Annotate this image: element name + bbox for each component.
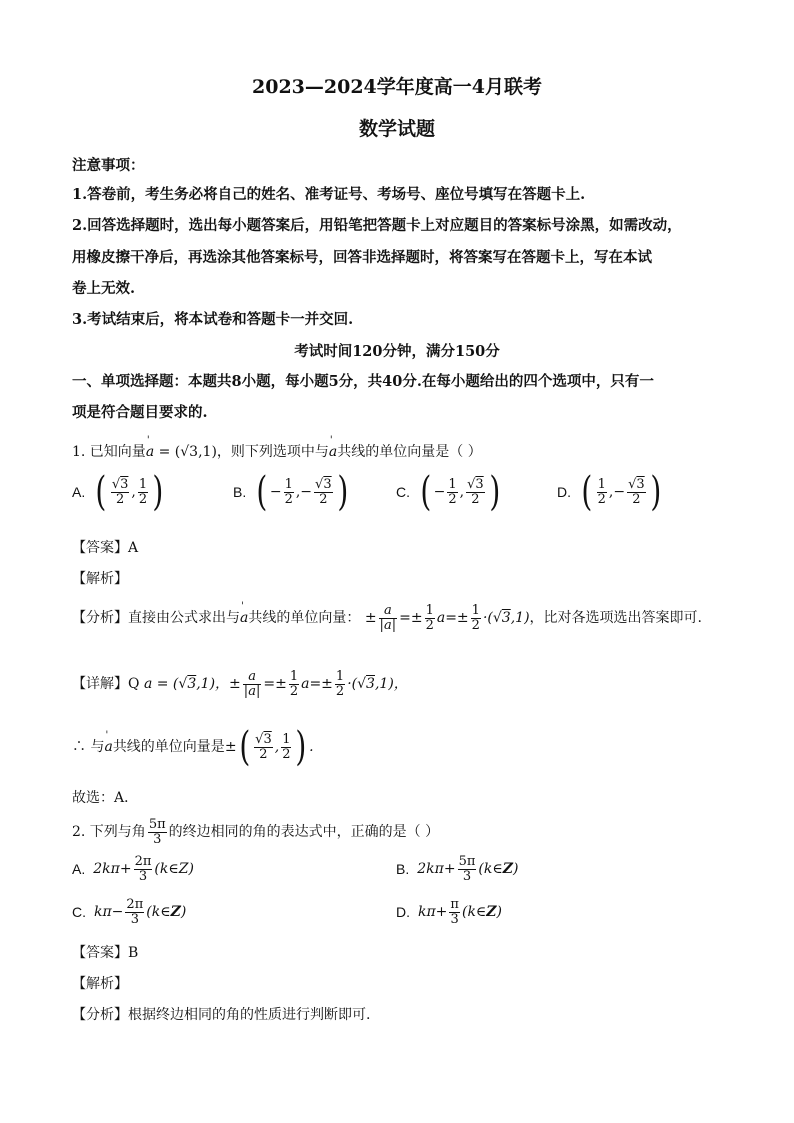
q2-option-b[interactable]: B. 2kπ+ $\frac{5\pi}{3}$ (k∈Z) [396, 854, 519, 884]
q2-fenxi [72, 1004, 370, 1024]
q1-option-a[interactable]: A. ( $\frac{√3}{2}$ , $\frac{1}{2}$ ) [72, 469, 164, 515]
q1-choose: 故选：A． [72, 790, 139, 806]
q1-fenxi-text-1: 直接由公式求出与 [128, 610, 240, 627]
q1-prefix: 1. 已知向量 [72, 444, 146, 460]
q1-eq: = (√3,1) [154, 444, 217, 460]
q1-vector-a: ' a [146, 444, 154, 460]
q1-detail-tag: 【详解】 [72, 676, 128, 693]
q2-stem [72, 818, 439, 846]
q1-fenxi-vector-a: ' a [240, 610, 248, 626]
notice-item-2-line-3: 卷上无效. [72, 280, 136, 297]
q1-answer-value: A [128, 540, 139, 556]
q1-option-b[interactable]: B. ( − $\frac{1}{2}$ ,− $\frac{√3}{2}$ ) [233, 469, 348, 515]
q1-mid: ，则下列选项中与 [216, 444, 329, 460]
q1-vector-a-2: ' a [329, 444, 337, 460]
q1-option-a-label: A. [72, 484, 86, 500]
notice-item-1: 1.答卷前，考生务必将自己的姓名、准考证号、考场号、座位号填写在答题卡上. [72, 186, 586, 203]
notice-item-3: 3.考试结束后，将本试卷和答题卡一并交回. [72, 311, 354, 328]
q2-option-b-label: B. [396, 861, 410, 878]
notice-item-2-line-1: 2.回答选择题时，选出每小题答案后，用铅笔把答题卡上对应题目的答案标号涂黑，如需改动， [72, 217, 682, 234]
q1-stem [72, 441, 482, 461]
q1-option-c[interactable]: C. ( − $\frac{1}{2}$ , $\frac{√3}{2}$ ) [396, 469, 500, 515]
q1-option-d[interactable]: D. ( $\frac{1}{2}$ ,− $\frac{√3}{2}$ ) [557, 469, 661, 515]
q1-fenxi-text-2: 共线的单位向量： [248, 610, 361, 627]
q2-option-c[interactable]: C. kπ− $\frac{2\pi}{3}$ (k∈Z) [72, 897, 187, 927]
q2-prefix: 2. 下列与角 [72, 824, 146, 841]
page-title: 2023—2024学年度高一4月联考 [252, 76, 542, 98]
q2-answer-tag: 【答案】 [72, 945, 128, 961]
q1-fenxi-formula: ± $\frac{a}{|a|}$ =± $\frac{1}{2}$ a=± $\frac{1}{2}$ ·(√3,1) [364, 603, 530, 633]
q2-option-a[interactable]: A. 2kπ+ $\frac{2\pi}{3}$ (k∈Z) [72, 854, 194, 884]
q1-conclusion-formula: ±( $\frac{√3}{2}$ , $\frac{1}{2}$ ) . [224, 724, 314, 770]
q1-conclusion-prefix: ∴ 与 [72, 739, 105, 755]
q1-option-d-label: D. [557, 484, 571, 500]
q2-answer [72, 942, 138, 962]
q1-suffix: 共线的单位向量是（ ） [337, 444, 482, 460]
q2-option-d-label: D. [396, 904, 410, 921]
q2-suffix: 的终边相同的角的表达式中，正确的是（ ） [168, 824, 440, 841]
q1-detail-formula: a = (√3,1)，± $\frac{a}{|a|}$ =± $\frac{1}{2}$ a=± $\frac{1}{2}$ ·(√3,1)， [143, 669, 408, 699]
notice-heading: 注意事项： [72, 157, 145, 174]
q1-conclusion [72, 724, 314, 770]
q1-conclusion-vector-a: ' a [104, 739, 112, 755]
q1-answer-tag: 【答案】 [72, 540, 128, 556]
q1-answer [72, 537, 138, 557]
section-1-line-1: 一、单项选择题：本题共8小题，每小题5分，共40分.在每小题给出的四个选项中，只有一 [72, 373, 654, 390]
exam-info: 考试时间120分钟，满分150分 [294, 343, 500, 360]
q1-option-c-label: C. [396, 484, 410, 500]
page-subtitle: 数学试题 [358, 118, 435, 140]
q1-fenxi [72, 604, 702, 632]
q1-detail [72, 670, 408, 698]
q1-analysis-tag: 【解析】 [72, 571, 128, 587]
section-1-line-2: 项是符合题目要求的. [72, 404, 208, 421]
q2-option-c-label: C. [72, 904, 86, 921]
q1-conclusion-text: 共线的单位向量是 [112, 739, 225, 755]
q1-option-b-label: B. [233, 484, 247, 500]
q2-option-d[interactable]: D. kπ+ $\frac{\pi}{3}$ (k∈Z) [396, 897, 502, 927]
q1-detail-q: Q [128, 676, 140, 693]
notice-item-2-line-2: 用橡皮擦干净后，再选涂其他答案标号，回答非选择题时，将答案写在答题卡上，写在本试 [72, 249, 652, 266]
q2-fenxi-tag: 【分析】 [72, 1007, 128, 1023]
q1-fenxi-text-3: ，比对各选项选出答案即可. [529, 610, 702, 627]
q2-fenxi-text: 根据终边相同的角的性质进行判断即可. [128, 1007, 371, 1023]
q2-answer-value: B [128, 945, 139, 961]
q1-fenxi-tag: 【分析】 [72, 610, 128, 627]
q2-angle: $\frac{5\pi}{3}$ [148, 817, 166, 847]
q2-option-a-label: A. [72, 861, 86, 878]
q2-analysis-tag: 【解析】 [72, 976, 128, 992]
